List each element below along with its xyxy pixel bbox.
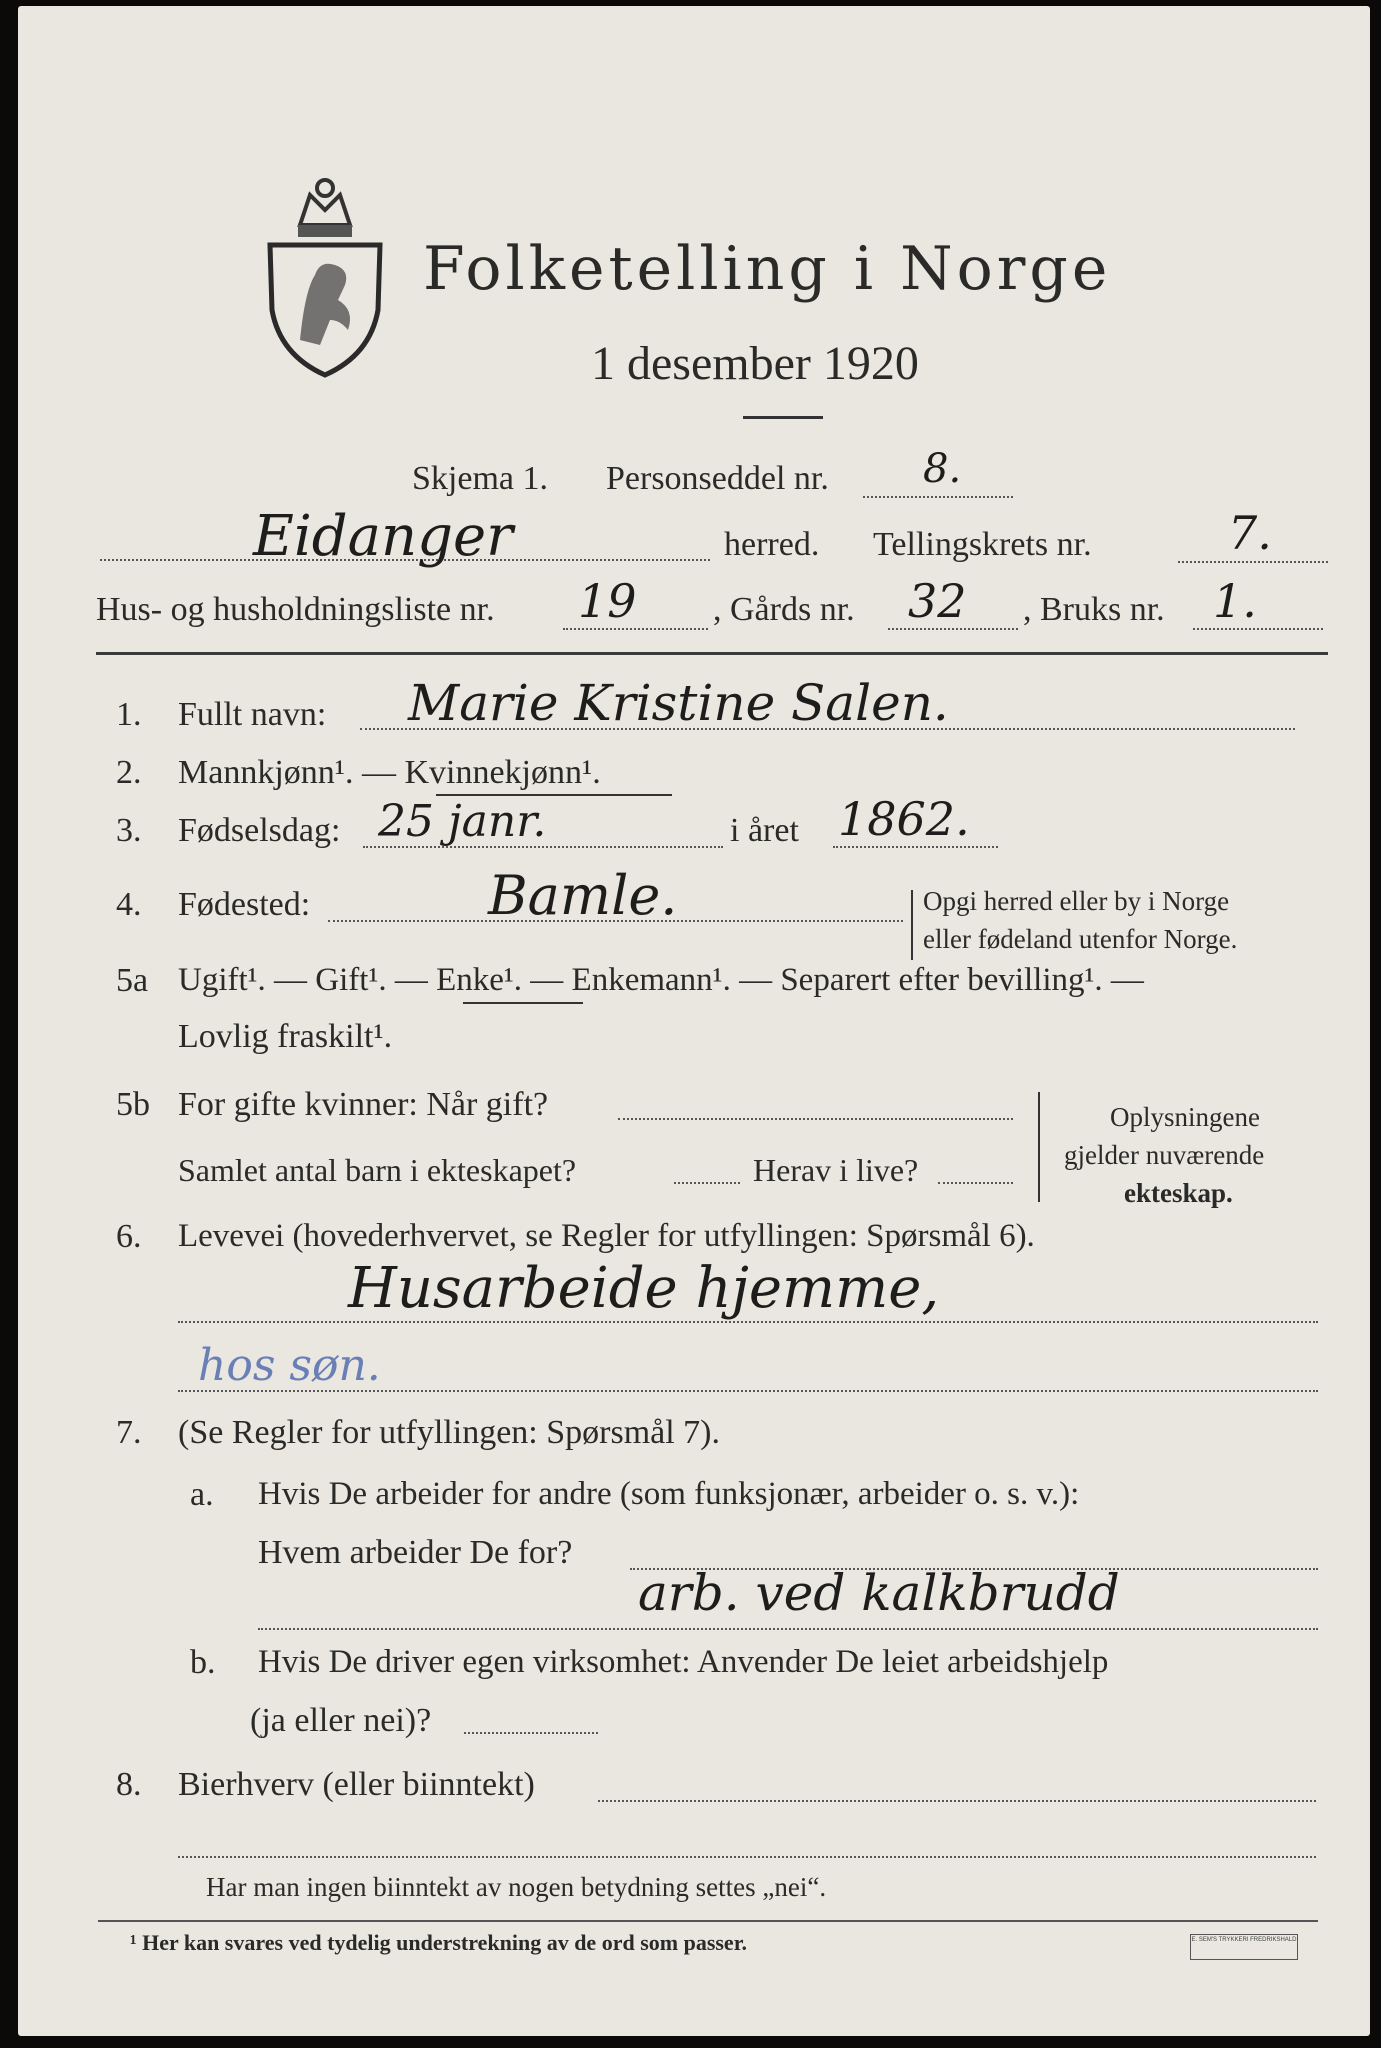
q3-number: 3. — [116, 812, 142, 849]
q3-day-value: 25 janr. — [378, 796, 547, 847]
tellingskrets-field[interactable] — [1178, 561, 1328, 563]
q6-value1: Husarbeide hjemme, — [348, 1256, 940, 1321]
q7b-line1: Hvis De driver egen virksomhet: Anvender De leiet arbeidshjelp — [258, 1644, 1109, 1680]
gards-value: 32 — [908, 574, 967, 628]
q5b-note3: ekteskap. — [1124, 1178, 1233, 1208]
q2-text: Mannkjønn¹. — Kvinnekjønn¹. — [178, 754, 601, 791]
q6-value2: hos søn. — [198, 1340, 381, 1391]
q7b-line2: (ja eller nei)? — [250, 1702, 432, 1739]
q7-number: 7. — [116, 1414, 142, 1451]
printer-mark — [1190, 1934, 1298, 1960]
q4-note-line1: Opgi herred eller by i Norge — [923, 886, 1230, 916]
form-title: Folketelling i Norge — [423, 234, 1112, 304]
coat-of-arms-icon — [260, 170, 390, 380]
personseddel-value: 8. — [923, 446, 962, 492]
q4-label: Fødested: — [178, 886, 311, 923]
title-divider — [743, 416, 823, 419]
herred-value: Eidanger — [253, 504, 513, 569]
form-date: 1 desember 1920 — [591, 337, 919, 390]
q5b-line2b: Herav i live? — [753, 1152, 919, 1188]
q7b-field[interactable] — [464, 1732, 598, 1734]
bruks-field[interactable] — [1193, 628, 1323, 630]
q1-label: Fullt navn: — [178, 696, 327, 733]
q1-number: 1. — [116, 696, 142, 733]
tellingskrets-label: Tellingskrets nr. — [873, 526, 1092, 563]
q4-number: 4. — [116, 886, 142, 923]
q6-number: 6. — [116, 1218, 142, 1255]
q5b-nar-gift-field[interactable] — [618, 1118, 1013, 1120]
header-rule — [96, 652, 1328, 655]
q5a-number: 5a — [116, 962, 149, 999]
bruks-label: , Bruks nr. — [1023, 591, 1165, 628]
q6-field1[interactable] — [178, 1321, 1318, 1323]
q2-number: 2. — [116, 754, 142, 791]
q5b-number: 5b — [116, 1086, 150, 1123]
q5b-antal-barn-field[interactable] — [674, 1182, 740, 1184]
q3-year-field[interactable] — [833, 846, 998, 848]
q5a-underline-enke — [463, 1002, 583, 1004]
printer-mark-text: E. SEM'S TRYKKERI FREDRIKSHALD — [1191, 1937, 1297, 1943]
q8-field1[interactable] — [598, 1800, 1316, 1802]
footer-note: Har man ingen biinntekt av nogen betydning settes „nei“. — [206, 1872, 827, 1902]
skjema-label: Skjema 1. — [412, 460, 548, 497]
q7-label: (Se Regler for utfyllingen: Spørsmål 7). — [178, 1414, 721, 1451]
q4-brace — [911, 890, 919, 960]
q8-field2[interactable] — [178, 1856, 1316, 1858]
q7a-number: a. — [190, 1476, 214, 1513]
q6-label: Levevei (hovederhvervet, se Regler for utfyllingen: Spørsmål 6). — [178, 1218, 1035, 1254]
q7b-number: b. — [190, 1644, 216, 1681]
q5b-note2: gjelder nuværende — [1064, 1140, 1265, 1170]
gards-label: , Gårds nr. — [713, 591, 855, 628]
q5b-line2a: Samlet antal barn i ekteskapet? — [178, 1152, 577, 1188]
q3-label: Fødselsdag: — [178, 812, 341, 849]
q7a-field2[interactable] — [258, 1628, 1318, 1630]
census-form — [18, 6, 1370, 2036]
q8-label: Bierhverv (eller biinntekt) — [178, 1766, 535, 1803]
husliste-field[interactable] — [563, 628, 708, 630]
q5b-line1: For gifte kvinner: Når gift? — [178, 1086, 549, 1123]
q8-number: 8. — [116, 1766, 142, 1803]
q5a-line2: Lovlig fraskilt¹. — [178, 1018, 393, 1055]
gards-field[interactable] — [888, 628, 1018, 630]
q7a-value: arb. ved kalkbrudd — [638, 1564, 1120, 1622]
husliste-value: 19 — [578, 574, 637, 628]
q5b-brace — [1038, 1092, 1046, 1202]
q1-value: Marie Kristine Salen. — [408, 674, 949, 732]
personseddel-label: Personseddel nr. — [606, 460, 829, 497]
q7a-line2: Hvem arbeider De for? — [258, 1534, 573, 1571]
footnote: ¹ Her kan svares ved tydelig understrekning av de ord som passer. — [130, 1930, 747, 1955]
q3-year-label: i året — [730, 812, 799, 849]
husliste-label: Hus- og husholdningsliste nr. — [96, 591, 495, 628]
personseddel-field[interactable] — [863, 496, 1013, 498]
q3-year-value: 1862. — [838, 792, 970, 846]
q4-value: Bamle. — [488, 864, 678, 927]
tellingskrets-value: 7. — [1228, 506, 1272, 560]
q5b-note1: Oplysningene — [1110, 1102, 1260, 1132]
q7a-line1: Hvis De arbeider for andre (som funksjonær, arbeider o. s. v.): — [258, 1476, 1080, 1512]
bruks-value: 1. — [1213, 574, 1257, 628]
q4-note-line2: eller fødeland utenfor Norge. — [923, 924, 1238, 954]
q5a-line1: Ugift¹. — Gift¹. — Enke¹. — Enkemann¹. — Separert efter bevilling¹. — — [178, 962, 1144, 998]
herred-label: herred. — [724, 526, 820, 563]
footer-rule — [98, 1920, 1318, 1922]
q5b-i-live-field[interactable] — [938, 1182, 1013, 1184]
